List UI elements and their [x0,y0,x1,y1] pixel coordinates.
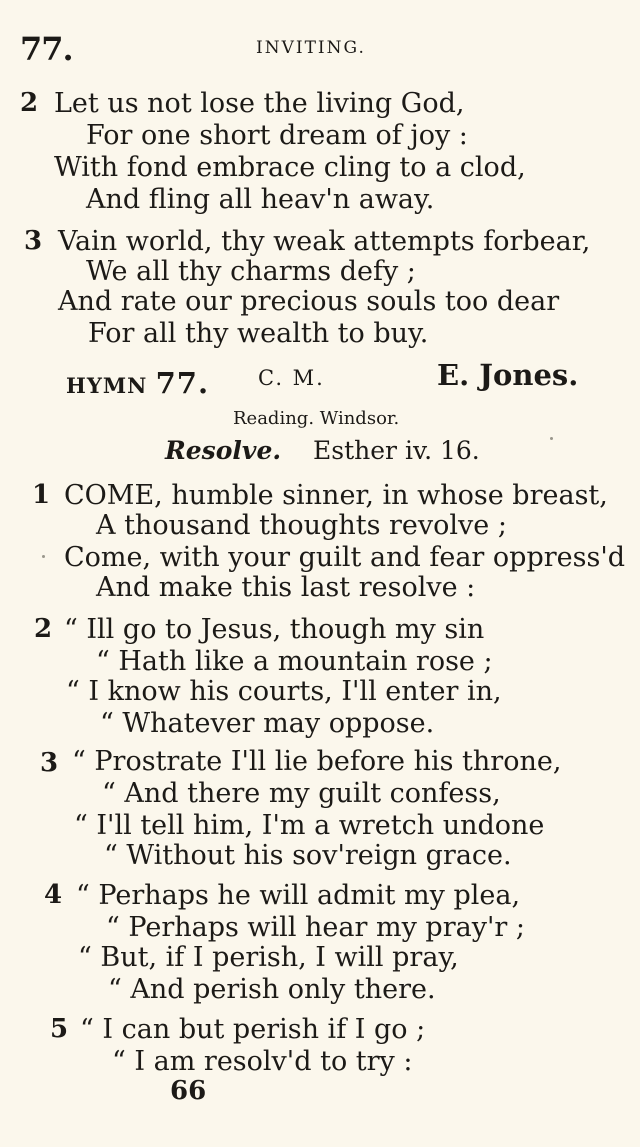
verse-line: “ I can but perish if I go ; [80,1014,426,1045]
verse-line: A thousand thoughts revolve ; [96,510,507,541]
paper-speck [42,555,45,558]
stanza-number: 3 [24,226,43,256]
verse-line: “ And perish only there. [108,974,436,1005]
scripture-reference: Esther iv. 16. [313,436,480,465]
stanza-number: 2 [20,88,39,118]
paper-speck [550,437,553,440]
hymn-heading [66,366,209,400]
verse-line: And rate our precious souls too dear [58,286,560,317]
verse-line: Come, with your guilt and fear oppress'd [64,542,626,573]
verse-line: We all thy charms defy ; [86,256,416,287]
verse-line: “ Ill go to Jesus, though my sin [64,614,485,645]
verse-line: “ Hath like a mountain rose ; [96,646,493,677]
page-number-top: 77. [20,30,73,68]
verse-line: Vain world, thy weak attempts forbear, [58,226,591,257]
verse-line: With fond embrace cling to a clod, [54,152,526,183]
stanza-number: 4 [44,880,63,910]
hymn-number: 77. [155,366,210,400]
verse-line: “ Perhaps he will admit my plea, [76,880,521,911]
running-title: INVITING. [256,38,366,58]
hymn-label: HYMN [66,373,148,398]
verse-line: “ Perhaps will hear my pray'r ; [106,912,525,943]
verse-line: And fling all heav'n away. [86,184,435,215]
stanza-number: 5 [50,1014,69,1044]
verse-line: Let us not lose the living God, [54,88,465,119]
verse-line: For one short dream of joy : [86,120,468,151]
hymn-composer: E. Jones. [437,358,579,392]
verse-line: “ And there my guilt confess, [102,778,501,809]
verse-line: And make this last resolve : [96,572,476,603]
page-number-bottom: 66 [170,1076,207,1106]
verse-line: “ I am resolv'd to try : [112,1046,413,1077]
verse-line: “ Prostrate I'll lie before his throne, [72,746,562,777]
verse-line: “ But, if I perish, I will pray, [78,942,459,973]
hymn-meter: C. M. [258,366,325,390]
stanza-number: 3 [40,748,59,778]
tune-names: Reading. Windsor. [233,408,400,429]
stanza-number: 2 [34,614,53,644]
verse-line: “ I'll tell him, I'm a wretch undone [74,810,545,841]
hymn-subject [165,436,480,465]
stanza-number: 1 [32,480,51,510]
verse-line: “ Whatever may oppose. [100,708,435,739]
subject-title: Resolve. [165,436,282,465]
verse-line: “ Without his sov'reign grace. [104,840,512,871]
verse-line: For all thy wealth to buy. [88,318,429,349]
verse-line: “ I know his courts, I'll enter in, [66,676,502,707]
verse-line: COME, humble sinner, in whose breast, [64,480,608,511]
